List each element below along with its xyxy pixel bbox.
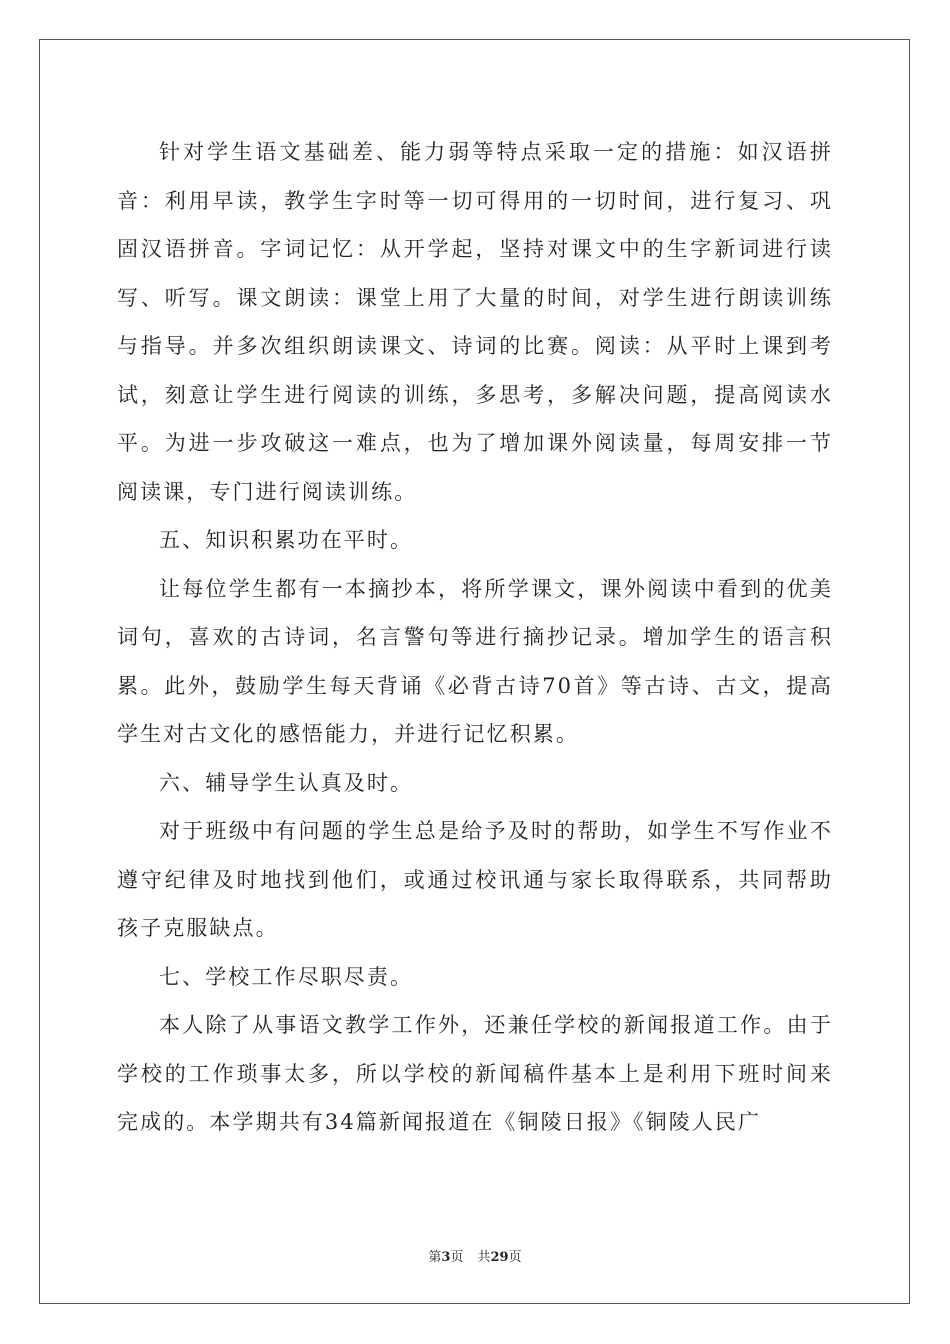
total-pages: 29 — [490, 1250, 509, 1265]
total-prefix: 共 — [477, 1250, 491, 1265]
heading-section-5: 五、知识积累功在平时。 — [159, 528, 414, 552]
paragraph-tutoring: 对于班级中有问题的学生总是给予及时的帮助，如学生不写作业不遵守纪律及时地找到他们，或通过校讯通与家长取得联系，共同帮助孩子克服缺点。 — [117, 819, 833, 940]
paragraph-school-work: 本人除了从事语文教学工作外，还兼任学校的新闻报道工作。由于学校的工作琐事太多，所以学校的新闻稿件基本上是利用下班时间来完成的。本学期共有34篇新闻报道在《铜陵日报》《铜陵人民广 — [117, 1013, 833, 1134]
page-footer — [0, 1246, 950, 1265]
total-suffix: 页 — [508, 1250, 522, 1265]
paragraph-measures: 针对学生语文基础差、能力弱等特点采取一定的措施：如汉语拼音：利用早读，教学生字时等一切可得用的一切时间，进行复习、巩固汉语拼音。字词记忆：从开学起，坚持对课文中的生字新词进行读写、听写。课文朗读：课堂上用了大量的时间，对学生进行朗读训练与指导。并多次组织朗读课文、诗词的比赛。阅读：从平时上课到考试，刻意让学生进行阅读的训练，多思考，多解决问题，提高阅读水平。为进一步攻破这一难点，也为了增加课外阅读量，每周安排一节阅读课，专门进行阅读训练。 — [117, 140, 833, 504]
document-body — [117, 128, 833, 1147]
page-suffix: 页 — [450, 1250, 464, 1265]
heading-section-6: 六、辅导学生认真及时。 — [159, 770, 414, 795]
page-prefix: 第 — [428, 1250, 442, 1265]
heading-section-7: 七、学校工作尽职尽责。 — [159, 964, 414, 989]
paragraph-accumulation: 让每位学生都有一本摘抄本，将所学课文，课外阅读中看到的优美词句，喜欢的古诗词，名言警句等进行摘抄记录。增加学生的语言积累。此外，鼓励学生每天背诵《必背古诗70首》等古诗、古文，提高学生对古文化的感悟能力，并进行记忆积累。 — [117, 576, 833, 746]
page-number: 3 — [441, 1250, 451, 1265]
